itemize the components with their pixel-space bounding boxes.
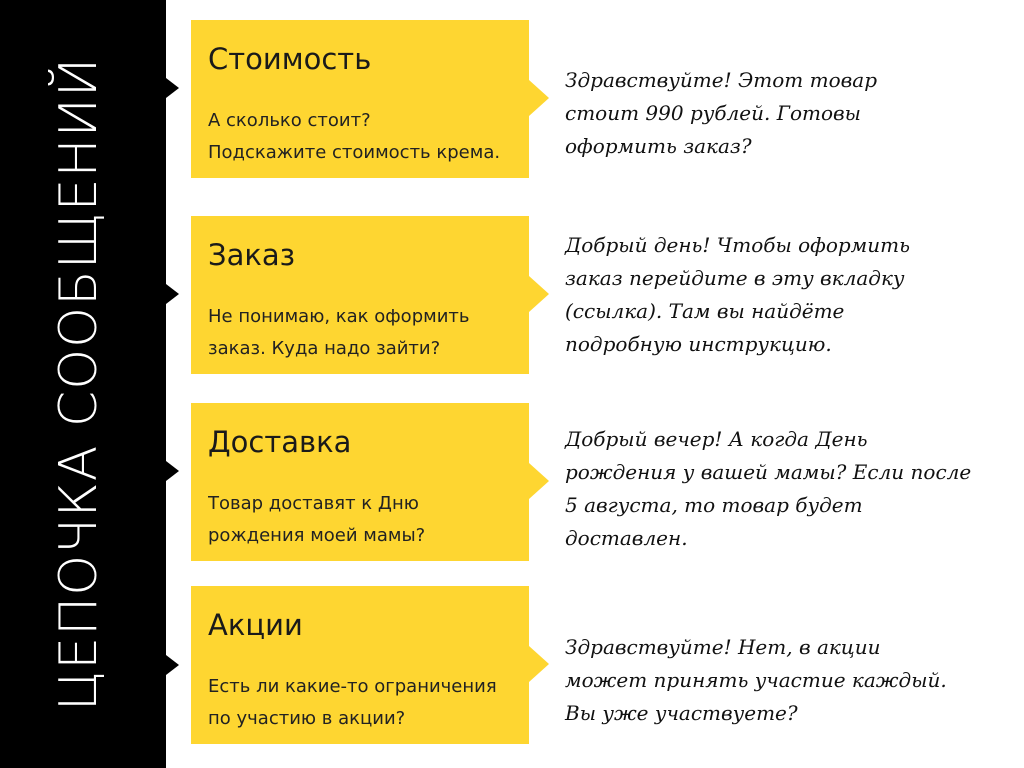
card-title: Акции (208, 608, 303, 642)
question-line: Подскажите стоимость крема. (208, 142, 501, 163)
sidebar-pointer-1 (166, 78, 179, 98)
answer-line: подробную инструкцию. (565, 332, 832, 356)
card-order (191, 216, 529, 374)
answer-order (565, 229, 965, 361)
answer-line: Здравствуйте! Этот товар (565, 68, 877, 92)
question-line: по участию в акции? (208, 708, 406, 729)
sidebar-title: ЦЕПОЧКА СООБЩЕНИЙ (49, 56, 109, 712)
answer-line: 5 августа, то товар будет (565, 493, 863, 517)
answer-delivery (565, 423, 972, 555)
answer-line: Добрый день! Чтобы оформить (565, 233, 910, 257)
sidebar-pointer-3 (166, 461, 179, 481)
card-promo (191, 586, 529, 744)
answer-line: Вы уже участвуете? (565, 701, 798, 725)
card-arrow (529, 80, 549, 116)
card-title: Доставка (208, 425, 352, 459)
card-question (208, 671, 530, 735)
answer-promo (565, 631, 965, 730)
card-delivery (191, 403, 529, 561)
card-title: Заказ (208, 238, 296, 272)
card-cost (191, 20, 529, 178)
card-question (208, 488, 518, 552)
card-question (208, 301, 518, 365)
answer-line: заказ перейдите в эту вкладку (565, 266, 905, 290)
card-arrow (529, 276, 549, 312)
answer-line: стоит 990 рублей. Готовы (565, 101, 861, 125)
card-question (208, 105, 518, 169)
sidebar-pointer-4 (166, 655, 179, 675)
sidebar (0, 0, 166, 768)
question-line: Товар доставят к Дню (208, 493, 419, 514)
answer-line: (ссылка). Там вы найдёте (565, 299, 845, 323)
answer-line: Здравствуйте! Нет, в акции (565, 635, 881, 659)
answer-line: может принять участие каждый. (565, 668, 947, 692)
answer-line: рождения у вашей мамы? Если после (565, 460, 972, 484)
question-line: Не понимаю, как оформить (208, 306, 470, 327)
answer-line: Добрый вечер! А когда День (565, 427, 868, 451)
card-title: Стоимость (208, 42, 372, 76)
sidebar-pointer-2 (166, 284, 179, 304)
card-arrow (529, 463, 549, 499)
question-line: А сколько стоит? (208, 110, 371, 131)
question-line: заказ. Куда надо зайти? (208, 338, 441, 359)
card-arrow (529, 646, 549, 682)
question-line: Есть ли какие-то ограничения (208, 676, 497, 697)
question-line: рождения моей мамы? (208, 525, 426, 546)
answer-line: доставлен. (565, 526, 688, 550)
answer-cost (565, 64, 965, 163)
answer-line: оформить заказ? (565, 134, 752, 158)
